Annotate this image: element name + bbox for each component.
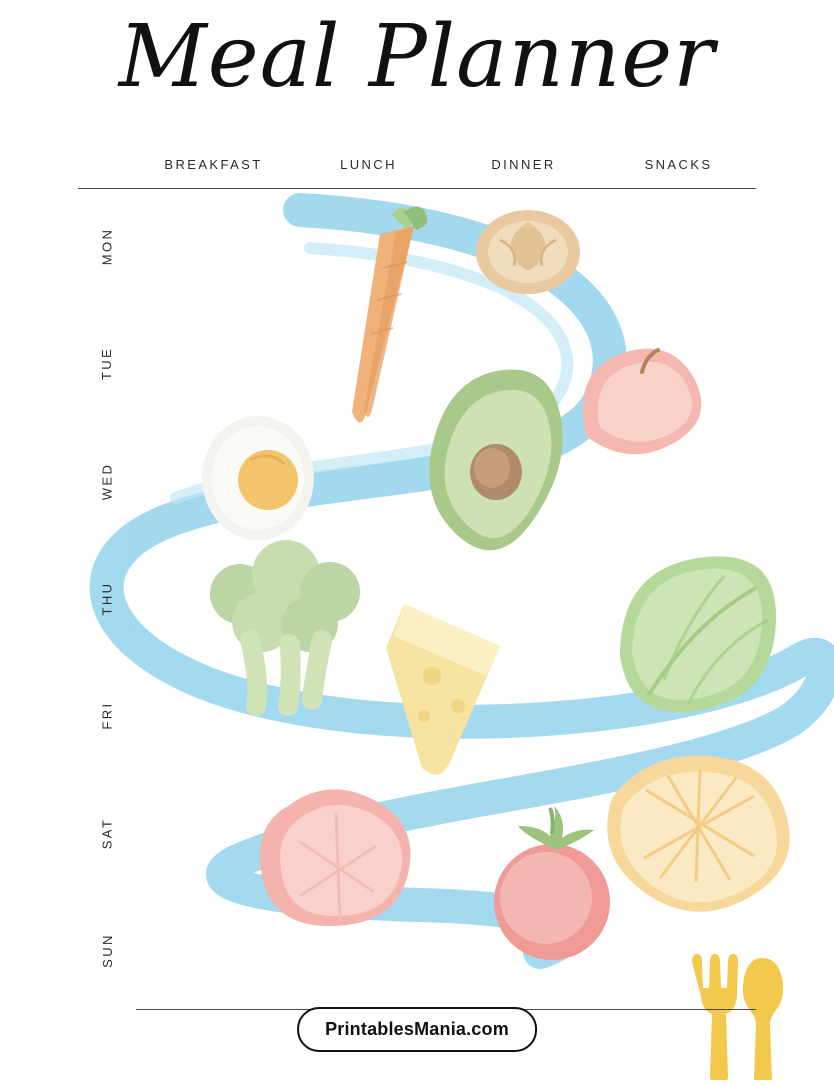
cell-wed-lunch[interactable] (291, 423, 446, 540)
cell-sat-dinner[interactable] (446, 775, 601, 892)
row-label-mon (78, 188, 136, 305)
column-header-dinner: DINNER (491, 156, 556, 172)
table-row (78, 423, 756, 540)
row-label-text: MON (99, 227, 115, 266)
row-label-tue (78, 306, 136, 423)
cell-thu-dinner[interactable] (446, 540, 601, 657)
cell-tue-breakfast[interactable] (136, 306, 291, 423)
cell-fri-dinner[interactable] (446, 658, 601, 775)
row-label-text: SUN (99, 933, 115, 969)
cell-mon-dinner[interactable] (446, 188, 601, 305)
cell-sun-lunch[interactable] (291, 893, 446, 1011)
table-row (78, 658, 756, 775)
cell-sat-lunch[interactable] (291, 775, 446, 892)
cell-thu-lunch[interactable] (291, 540, 446, 657)
column-header-lunch: LUNCH (340, 156, 397, 172)
meal-planner-table (78, 140, 756, 1010)
cell-fri-lunch[interactable] (291, 658, 446, 775)
row-label-text: FRI (99, 701, 115, 730)
row-label-sat (78, 775, 136, 892)
cell-mon-snacks[interactable] (601, 188, 756, 305)
cell-thu-snacks[interactable] (601, 540, 756, 657)
column-header-snacks: SNACKS (644, 156, 713, 172)
corner-cell (78, 140, 136, 188)
cell-sun-breakfast[interactable] (136, 893, 291, 1011)
cell-sat-snacks[interactable] (601, 775, 756, 892)
cell-tue-snacks[interactable] (601, 306, 756, 423)
page-title: Meal Planner (118, 7, 716, 107)
cell-sun-snacks[interactable] (601, 893, 756, 1011)
cell-wed-snacks[interactable] (601, 423, 756, 540)
row-label-text: THU (99, 581, 115, 616)
site-watermark-badge[interactable]: PrintablesMania.com (297, 1007, 537, 1052)
row-label-sun (78, 893, 136, 1011)
row-label-thu (78, 540, 136, 657)
cell-wed-breakfast[interactable] (136, 423, 291, 540)
cell-mon-breakfast[interactable] (136, 188, 291, 305)
header-divider-rule (78, 188, 756, 189)
row-label-fri (78, 658, 136, 775)
planner-grid (78, 140, 756, 1010)
cell-sat-breakfast[interactable] (136, 775, 291, 892)
table-row (78, 775, 756, 892)
cell-sun-dinner[interactable] (446, 893, 601, 1011)
row-label-text: TUE (99, 347, 115, 381)
cell-tue-lunch[interactable] (291, 306, 446, 423)
row-label-text: SAT (99, 817, 115, 850)
table-row (78, 893, 756, 1011)
table-row (78, 540, 756, 657)
row-label-text: WED (99, 462, 115, 500)
cell-fri-snacks[interactable] (601, 658, 756, 775)
row-label-wed (78, 423, 136, 540)
cell-thu-breakfast[interactable] (136, 540, 291, 657)
column-header-breakfast: BREAKFAST (164, 156, 263, 172)
table-row (78, 188, 756, 305)
column-header-row (78, 140, 756, 188)
cell-tue-dinner[interactable] (446, 306, 601, 423)
cell-wed-dinner[interactable] (446, 423, 601, 540)
cell-mon-lunch[interactable] (291, 188, 446, 305)
cell-fri-breakfast[interactable] (136, 658, 291, 775)
table-row (78, 306, 756, 423)
